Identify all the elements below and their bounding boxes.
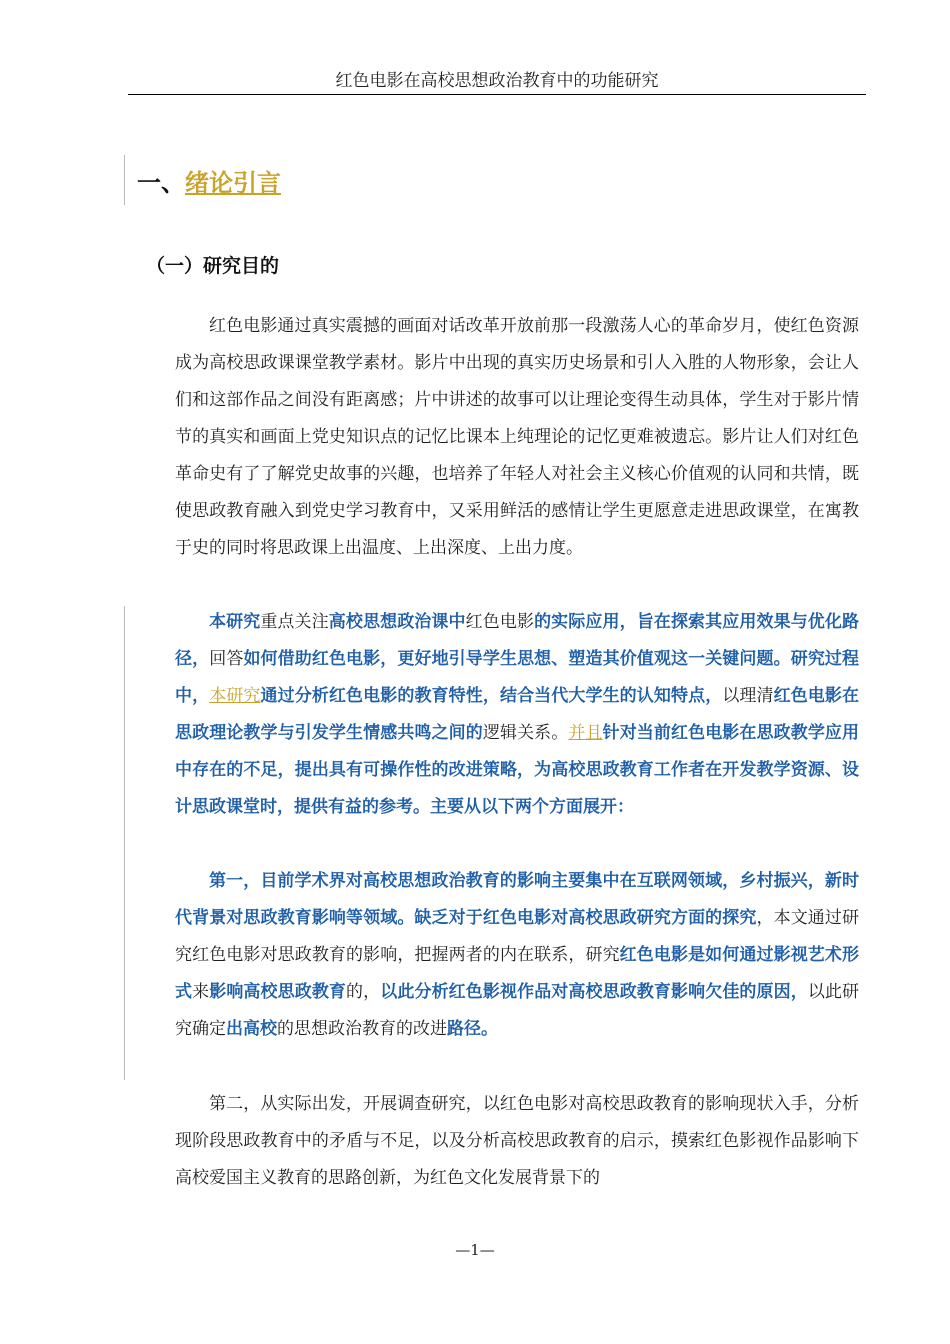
paragraph-1: 红色电影通过真实震撼的画面对话改革开放前那一段激荡人心的革命岁月，使红色资源成为高校思政课课堂教学素材。影片中出现的真实历史场景和引人入胜的人物形象，会让人们和这部作品之间没有距离感；片中讲述的故事可以让理论变得生动具体，学生对于影片情节的真实和画面上党史知识点的记忆比课本上纯理论的记忆更难被遗忘。影片让人们对红色革命史有了了解党史故事的兴趣，也培养了年轻人对社会主义核心价值观的认同和共情，既使思政教育融入到党史学习教育中，又采用鲜活的感情让学生更愿意走进思政课堂，在寓教于史的同时将思政课上出温度、上出深度、上出力度。	[175, 316, 859, 558]
section-number: 一、	[137, 169, 185, 197]
text-run: 回答	[209, 649, 244, 669]
revision-change-bar	[124, 606, 125, 856]
text-run-bold: 红色电影在思政理论教学与引发学生情感共鸣之间的	[175, 686, 860, 743]
tracked-insertion: 并且	[568, 723, 603, 743]
text-run-bold: 路径。	[447, 1019, 498, 1039]
text-run-bold: 红色电影是如何通过影视艺术形式	[175, 945, 860, 1002]
text-run-bold: 针对当前红色电影在思政教学应用中存在的不足，提出具有可操作性的改进策略，为高校思政教育工作者在开发教学资源、设计思政课堂时，提供有益的参考。主要从以下两个方面展开：	[175, 723, 860, 817]
text-run-bold: 影响高校思政教育	[209, 982, 347, 1002]
section-title: 绪论引言	[185, 169, 281, 197]
text-run-bold: 第一，目前学术界对高校思想政治教育的影响主要集中在互联网领域，乡村振兴，新时代背景对思政教育影响等领域。缺乏对于红色电影对高校思政研究方面的探究	[175, 871, 859, 928]
text-run-bold: 通过分析红色电影的教育特性，结合当代大学生的认知特点，	[260, 686, 723, 706]
running-header-title: 红色电影在高校思想政治教育中的功能研究	[335, 71, 659, 91]
text-run: 以此研究确定	[175, 982, 860, 1039]
subsection-heading: （一）研究目的	[146, 255, 280, 277]
paragraph-4: 第二，从实际出发，开展调查研究，以红色电影对高校思政教育的影响现状入手，分析现阶段思政教育中的矛盾与不足，以及分析高校思政教育的启示，摸索红色影视作品影响下高校爱国主义教育的思路创新，为红色文化发展背景下的	[175, 1094, 859, 1188]
running-header	[128, 70, 866, 95]
revision-change-bar	[124, 155, 125, 205]
paragraph-2	[175, 604, 859, 826]
text-run: 逻辑关系。	[482, 723, 569, 743]
text-run-bold: 出高校	[226, 1019, 277, 1039]
text-run-bold: 以此分析红色影视作品对高校思政教育影响欠佳的原因，	[380, 982, 808, 1002]
text-run: 的思想政治教育的改进	[277, 1019, 447, 1039]
text-run: 重点关注	[260, 612, 329, 632]
section-heading	[137, 165, 281, 201]
text-run: 的，	[346, 982, 381, 1002]
text-run-bold: 高校思想政治课中	[328, 612, 466, 632]
text-run: 红色电影	[465, 612, 535, 632]
revision-change-bar	[124, 856, 125, 1080]
text-run-bold: 如何借助红色电影，更好地引导学生思想、塑造其价值观这一关键问题。研究过程中，	[175, 649, 860, 706]
text-run: 以理清	[722, 686, 774, 706]
text-run-bold: 本研究	[209, 612, 261, 632]
paragraph-3	[175, 863, 859, 1048]
text-run-bold: 的实际应用，旨在探索其应用效果与优化路径，	[175, 612, 860, 669]
text-run: ，本文通过研究红色电影对思政教育的影响，把握两者的内在联系，研究	[175, 908, 860, 965]
tracked-insertion: 本研究	[209, 686, 261, 706]
page-number: —1—	[455, 1241, 495, 1259]
text-run: 来	[192, 982, 210, 1002]
